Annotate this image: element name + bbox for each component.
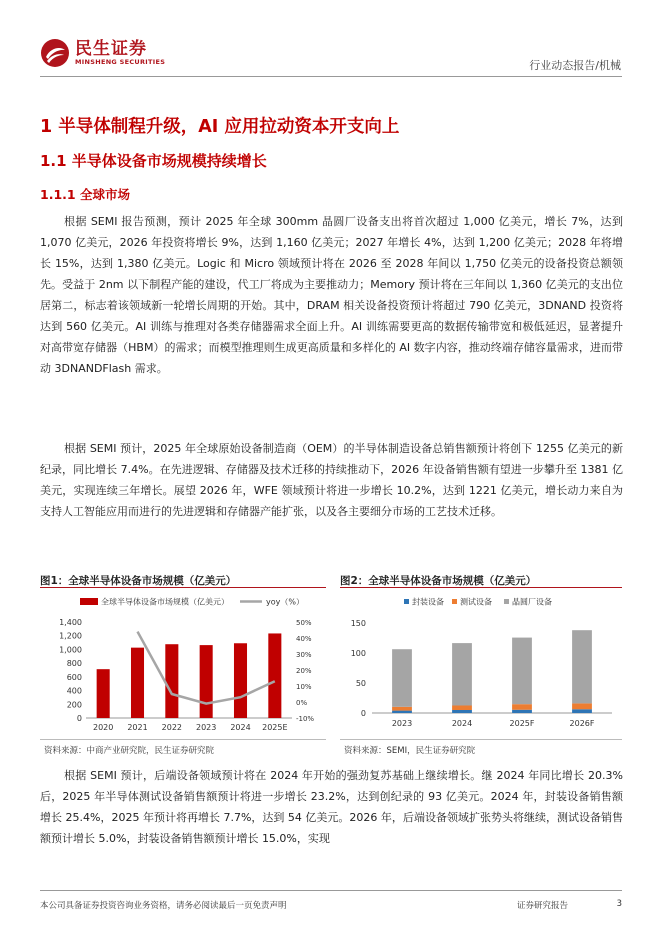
x-tick-label: 2020 bbox=[92, 723, 114, 732]
bar-segment bbox=[392, 707, 412, 711]
x-tick-label: 2023 bbox=[195, 723, 217, 732]
x-tick-label: 2023 bbox=[391, 719, 413, 728]
figure-1-title-rule bbox=[40, 587, 326, 588]
y-left-tick-label: 1,000 bbox=[59, 645, 82, 655]
bar-segment bbox=[572, 703, 592, 709]
legend-swatch-market-size bbox=[80, 598, 98, 605]
section-heading-1: 1 半导体制程升级，AI 应用拉动资本开支向上 bbox=[40, 117, 400, 137]
x-tick-label: 2022 bbox=[161, 723, 183, 732]
y-left-tick-label: 400 bbox=[66, 686, 82, 696]
figure-2-title-rule bbox=[340, 587, 622, 588]
bar-segment bbox=[572, 630, 592, 703]
paragraph-backend-equipment: 根据 SEMI 预计，后端设备领域预计将在 2024 年开始的强劲复苏基础上继续增长。继 2024 年同比增长 20.3%后，2025 年半导体测试设备销售额预计将进一步增长 23.2%，达到创纪录的 93 亿美元。2024 年，封装设备销售额增长 25.4%，2025 年预计将再增长 7.7%，达到 54 亿美元。2026 年，后端设备领域扩张势头将继续，测试设备销售额预计增长 5.0%，封装设备销售额预计增长 15.0%，实现 bbox=[40, 769, 623, 845]
section-heading-1-1: 1.1 半导体设备市场规模持续增长 bbox=[40, 152, 267, 170]
y-right-tick-label: -10% bbox=[296, 715, 315, 723]
bar-segment bbox=[452, 643, 472, 705]
y-tick-label: 150 bbox=[350, 619, 366, 628]
y-left-tick-label: 800 bbox=[66, 659, 82, 669]
bar-market-size bbox=[97, 669, 110, 718]
y-right-tick-label: 30% bbox=[296, 651, 312, 659]
paragraph-oem-sales: 根据 SEMI 预计，2025 年全球原始设备制造商（OEM）的半导体制造设备总销售额预计将创下 1255 亿美元的新纪录，同比增长 7.4%。在先进逻辑、存储器及技术迁移的持续推动下，2026 年设备销售额有望进一步攀升至 1381 亿美元，实现连续三年增长。展望 2026 年，WFE 领域预计将进一步增长 10.2%，达到 1221 亿美元，增长动力来自为支持人工智能应用而进行的先进逻辑和存储器产能扩张，以及各主要细分市场的工艺技术迁移。 bbox=[40, 442, 623, 518]
figure-2-source-rule bbox=[340, 739, 622, 740]
y-left-tick-label: 200 bbox=[66, 700, 82, 710]
bar-segment bbox=[512, 704, 532, 710]
header-divider bbox=[40, 76, 622, 77]
bar-market-size bbox=[200, 645, 213, 718]
figure-1-source-rule bbox=[40, 739, 326, 740]
section-heading-1-1-1: 1.1.1 全球市场 bbox=[40, 187, 130, 202]
paragraph-semi-forecast: 根据 SEMI 报告预测，预计 2025 年全球 300mm 晶圆厂设备支出将首次超过 1,000 亿美元，增长 7%，达到 1,070 亿美元，2026 年投资将增长 9%，达到 1,160 亿美元；2027 年增长 4%，达到 1,200 亿美元；2028 年将增长 15%，达到 1,380 亿美元。Logic 和 Micro 领域预计将在 2026 至 2028 年间以 1,750 亿美元的设备投资总额领先。受益于 2nm 以下制程产能的建设，代工厂将成为主要推动力；Memory 预计将在三年间以 1,360 亿美元的支出位居第二，标志着该领域新一轮增长周期的开始。其中，DRAM 相关设备投资预计将超过 790 亿美元，3DNAND 投资将达到 560 亿美元。AI 训练与推理对各类存储器需求全面上升。AI 训练需要更高的数据传输带宽和极低延迟，显著提升对高带宽存储器（HBM）的需求；而模型推理则生成更高质量和多样化的 AI 数字内容，推动终端存储容量需求，进而带动 3DNANDFlash 需求。 bbox=[40, 215, 623, 375]
figure-2-source: 资料来源：SEMI，民生证券研究院 bbox=[344, 746, 476, 756]
x-tick-label: 2024 bbox=[451, 719, 473, 728]
legend-label-1: 测试设备 bbox=[460, 597, 492, 607]
x-tick-label: 2025E bbox=[262, 723, 288, 732]
legend-label-yoy: yoy（%） bbox=[266, 597, 304, 607]
figure-1-source: 资料来源：中商产业研究院，民生证券研究院 bbox=[44, 746, 215, 756]
legend-swatch-0 bbox=[404, 599, 409, 604]
figure-1-chart bbox=[40, 590, 326, 738]
logo-en-text: MINSHENG SECURITIES bbox=[75, 58, 166, 66]
y-right-tick-label: 0% bbox=[296, 699, 308, 707]
y-tick-label: 50 bbox=[355, 679, 366, 688]
y-left-tick-label: 600 bbox=[66, 672, 82, 682]
legend-swatch-1 bbox=[452, 599, 457, 604]
figure-2-chart bbox=[340, 590, 622, 738]
bar-market-size bbox=[165, 644, 178, 718]
report-category: 行业动态报告/机械 bbox=[529, 59, 621, 72]
y-right-tick-label: 40% bbox=[296, 635, 312, 643]
footer-disclaimer: 本公司具备证券投资咨询业务资格，请务必阅读最后一页免责声明 bbox=[40, 901, 287, 911]
minsheng-logo-icon bbox=[40, 38, 70, 68]
bar-segment bbox=[512, 710, 532, 713]
y-right-tick-label: 50% bbox=[296, 619, 312, 627]
figure-1-title: 图1：全球半导体设备市场规模（亿美元） bbox=[40, 575, 237, 587]
y-tick-label: 100 bbox=[350, 649, 366, 658]
footer-report-type: 证券研究报告 bbox=[517, 901, 569, 911]
legend-label-0: 封装设备 bbox=[412, 597, 444, 607]
footer-divider bbox=[40, 890, 622, 891]
legend-label-2: 晶圆厂设备 bbox=[512, 597, 552, 607]
legend-label-market-size: 全球半导体设备市场规模（亿美元） bbox=[101, 597, 229, 607]
x-tick-label: 2026F bbox=[569, 719, 595, 728]
y-left-tick-label: 1,400 bbox=[59, 618, 82, 627]
figure-2-title: 图2：全球半导体设备市场规模（亿美元） bbox=[340, 575, 537, 587]
page-number: 3 bbox=[616, 899, 622, 909]
y-right-tick-label: 20% bbox=[296, 667, 312, 675]
bar-segment bbox=[452, 706, 472, 711]
company-logo bbox=[40, 38, 165, 68]
bar-segment bbox=[452, 710, 472, 713]
logo-cn-text: 民生证券 bbox=[75, 39, 147, 59]
y-right-tick-label: 10% bbox=[296, 683, 312, 691]
bar-segment bbox=[512, 638, 532, 705]
y-tick-label: 0 bbox=[360, 709, 366, 718]
bar-segment bbox=[392, 649, 412, 707]
legend-swatch-2 bbox=[504, 599, 509, 604]
bar-segment bbox=[392, 711, 412, 713]
bar-market-size bbox=[131, 648, 144, 718]
bar-market-size bbox=[268, 633, 281, 718]
x-tick-label: 2021 bbox=[127, 723, 148, 732]
bar-market-size bbox=[234, 643, 247, 718]
x-tick-label: 2025F bbox=[509, 719, 535, 728]
x-tick-label: 2024 bbox=[230, 723, 251, 732]
y-left-tick-label: 1,200 bbox=[59, 631, 82, 641]
y-left-tick-label: 0 bbox=[76, 714, 82, 723]
bar-segment bbox=[572, 709, 592, 713]
